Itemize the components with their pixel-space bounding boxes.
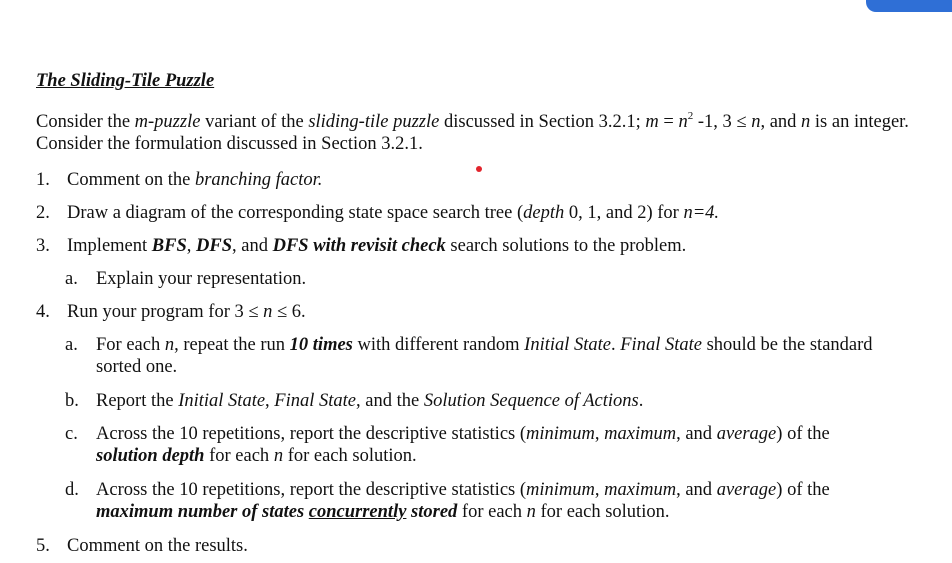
corner-tab — [866, 0, 952, 12]
intro-paragraph: Consider the m-puzzle variant of the sliding-tile puzzle discussed in Section 3.2.1; $m = n^2$ -1, 3 ≤ n, and n is an integer. Consider the formulation discussed in Section 3.2.1. — [36, 109, 909, 154]
page-title: The Sliding-Tile Puzzle — [36, 71, 215, 91]
